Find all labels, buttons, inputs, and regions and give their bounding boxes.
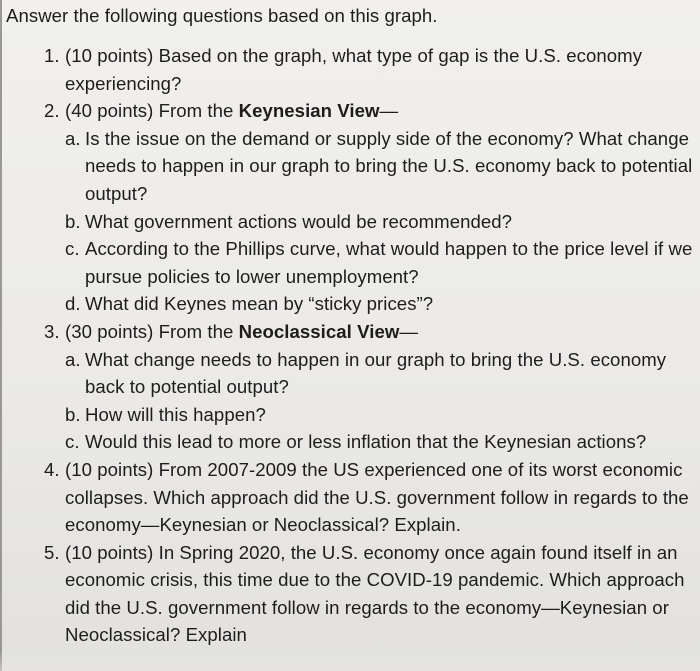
subquestion-letter: b. — [65, 210, 81, 232]
heading-dash: — — [379, 100, 399, 122]
subquestion-letter: d. — [65, 293, 81, 315]
subquestion-3b — [65, 401, 696, 429]
question-text: (10 points) Based on the graph, what type of gap is the U.S. economy experiencing? — [65, 45, 643, 94]
question-heading — [65, 97, 696, 125]
subquestion-list — [65, 346, 696, 456]
view-title: Neoclassical View — [238, 320, 400, 342]
question-number: 5. — [44, 541, 60, 563]
subquestion-2a — [65, 125, 696, 208]
question-text: (10 points) In Spring 2020, the U.S. economy once again found itself in an economic crisis, this time due to the COVID-19 pandemic. Which approach did the U.S. government follow in regards to the economy—Keynesian or Neoclassical? Explain — [65, 541, 685, 646]
subquestion-3a — [65, 346, 696, 401]
question-number: 3. — [44, 320, 60, 342]
subquestion-letter: a. — [65, 127, 81, 149]
heading-dash: — — [399, 320, 419, 342]
question-text: (30 points) From the — [65, 320, 239, 342]
question-text: (40 points) From the — [65, 100, 239, 122]
subquestion-2c — [65, 235, 696, 290]
subquestion-text: Is the issue on the demand or supply side of the economy? What change needs to happen in our graph to bring the U.S. economy back to potential output? — [85, 127, 693, 204]
subquestion-letter: a. — [65, 348, 81, 370]
subquestion-list — [65, 125, 696, 318]
question-number: 2. — [44, 100, 60, 122]
subquestion-text: Would this lead to more or less inflation that the Keynesian actions? — [85, 431, 647, 453]
question-3 — [6, 318, 696, 456]
question-number: 1. — [44, 45, 60, 66]
subquestion-letter: c. — [65, 238, 80, 260]
question-2 — [6, 97, 696, 318]
instructions: Answer the following questions based on this graph. — [6, 5, 438, 26]
subquestion-text: How will this happen? — [85, 403, 266, 425]
question-sheet — [6, 2, 696, 649]
question-list — [6, 42, 696, 649]
subquestion-text: According to the Phillips curve, what would happen to the price level if we pursue policies to lower unemployment? — [85, 238, 693, 287]
subquestion-text: What did Keynes mean by “sticky prices”? — [85, 293, 434, 315]
question-4 — [6, 456, 696, 539]
subquestion-text: What change needs to happen in our graph to bring the U.S. economy back to potential output? — [85, 348, 667, 398]
page-left-border — [0, 0, 2, 671]
question-1 — [6, 42, 696, 97]
subquestion-letter: b. — [65, 403, 81, 425]
question-number: 4. — [44, 458, 60, 480]
subquestion-letter: c. — [65, 431, 80, 453]
view-title: Keynesian View — [238, 100, 380, 122]
question-text: (10 points) From 2007-2009 the US experienced one of its worst economic collapses. Which approach did the U.S. government follow in regards to the economy—Keynesian or Neoclassical? Explain. — [65, 458, 689, 536]
subquestion-text: What government actions would be recommended? — [85, 210, 513, 232]
bottom-photo-shade — [0, 651, 700, 671]
subquestion-3c — [65, 428, 696, 456]
question-5 — [6, 539, 696, 649]
subquestion-2b — [65, 208, 696, 236]
subquestion-2d — [65, 290, 696, 318]
question-heading — [65, 318, 696, 346]
